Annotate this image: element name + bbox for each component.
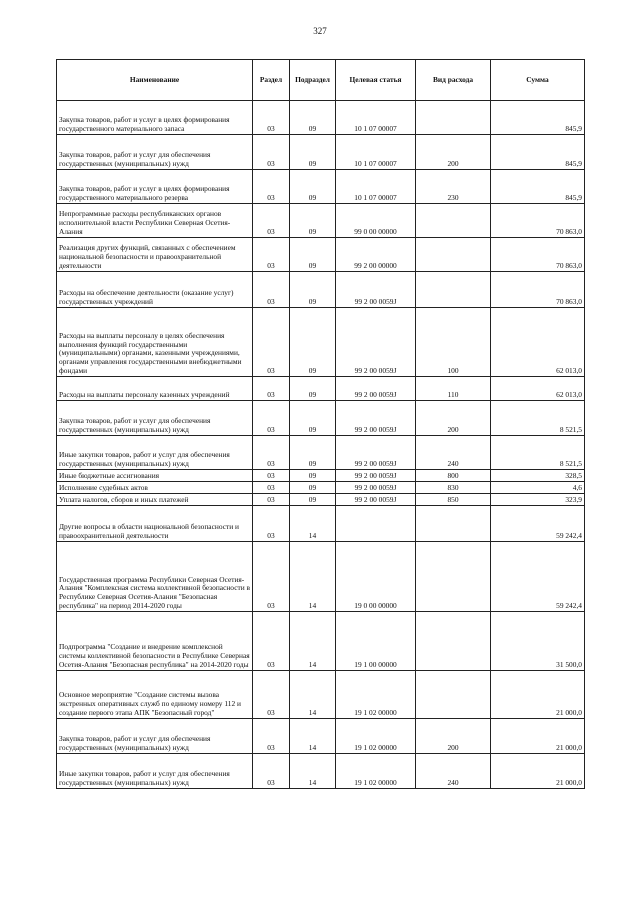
row-sum: 59 242,4 — [491, 542, 585, 612]
row-name: Исполнение судебных актов — [57, 482, 253, 494]
row-target: 19 1 02 00000 — [336, 754, 416, 789]
row-sum: 845,9 — [491, 101, 585, 135]
row-sum: 328,5 — [491, 470, 585, 482]
header-target: Целевая статья — [336, 60, 416, 101]
row-section: 03 — [253, 436, 290, 470]
row-subsection: 09 — [290, 377, 336, 401]
row-section: 03 — [253, 135, 290, 170]
table-row — [57, 272, 585, 308]
row-target: 99 0 00 00000 — [336, 204, 416, 238]
row-subsection: 14 — [290, 612, 336, 671]
row-name: Уплата налогов, сборов и иных платежей — [57, 494, 253, 506]
row-target: 19 0 00 00000 — [336, 542, 416, 612]
table-row — [57, 482, 585, 494]
row-target: 99 2 00 0059J — [336, 272, 416, 308]
row-sum: 4,6 — [491, 482, 585, 494]
header-subsection: Подраздел — [290, 60, 336, 101]
row-section: 03 — [253, 272, 290, 308]
table-row — [57, 204, 585, 238]
table-row — [57, 671, 585, 719]
row-name: Закупка товаров, работ и услуг в целях формирования государственного материального запаса — [57, 101, 253, 135]
row-name: Реализация других функций, связанных с обеспечением национальной безопасности и правоохранительной деятельности — [57, 238, 253, 272]
row-sum: 21 000,0 — [491, 671, 585, 719]
row-expense: 200 — [416, 719, 491, 754]
page-number: 327 — [313, 26, 327, 36]
row-target: 99 2 00 0059J — [336, 494, 416, 506]
row-target: 10 1 07 00007 — [336, 101, 416, 135]
row-name: Расходы на выплаты персоналу казенных учреждений — [57, 377, 253, 401]
row-expense — [416, 542, 491, 612]
table-row — [57, 494, 585, 506]
row-sum: 323,9 — [491, 494, 585, 506]
row-section: 03 — [253, 204, 290, 238]
row-subsection: 14 — [290, 542, 336, 612]
table-row — [57, 754, 585, 789]
row-name: Закупка товаров, работ и услуг для обеспечения государственных (муниципальных) нужд — [57, 401, 253, 436]
row-subsection: 09 — [290, 101, 336, 135]
row-subsection: 14 — [290, 671, 336, 719]
row-sum: 62 013,0 — [491, 308, 585, 377]
row-target: 19 1 02 00000 — [336, 671, 416, 719]
row-section: 03 — [253, 612, 290, 671]
row-name: Государственная программа Республики Северная Осетия-Алания "Комплексная система коллективной безопасности в Республике Северная Осетия-Алания "Безопасная республика" на период 2014-2020 годы — [57, 542, 253, 612]
row-target: 99 2 00 00000 — [336, 238, 416, 272]
row-sum: 21 000,0 — [491, 719, 585, 754]
row-name: Основное мероприятие "Создание системы вызова экстренных оперативных служб по единому номеру 112 и создание первого этапа АПК "Безопасный город" — [57, 671, 253, 719]
row-name: Закупка товаров, работ и услуг в целях формирования государственного материального резерва — [57, 170, 253, 204]
row-section: 03 — [253, 101, 290, 135]
row-expense: 200 — [416, 401, 491, 436]
row-section: 03 — [253, 170, 290, 204]
row-subsection: 09 — [290, 204, 336, 238]
table-header-row — [57, 60, 585, 101]
row-subsection: 09 — [290, 135, 336, 170]
table-row — [57, 542, 585, 612]
table-row — [57, 401, 585, 436]
row-name: Расходы на выплаты персоналу в целях обеспечения выполнения функций государственными (муниципальными) органами, казенными учреждениями, органами управления государственными внебюджетными фондами — [57, 308, 253, 377]
row-sum: 59 242,4 — [491, 506, 585, 542]
row-name: Закупка товаров, работ и услуг для обеспечения государственных (муниципальных) нужд — [57, 719, 253, 754]
row-target: 99 2 00 0059J — [336, 436, 416, 470]
row-section: 03 — [253, 482, 290, 494]
row-sum: 845,9 — [491, 135, 585, 170]
row-target: 99 2 00 0059J — [336, 377, 416, 401]
header-sum: Сумма — [491, 60, 585, 101]
row-target: 99 2 00 0059J — [336, 482, 416, 494]
row-subsection: 09 — [290, 308, 336, 377]
row-expense — [416, 238, 491, 272]
row-expense: 240 — [416, 754, 491, 789]
table-row — [57, 506, 585, 542]
row-expense: 200 — [416, 135, 491, 170]
row-expense: 110 — [416, 377, 491, 401]
row-subsection: 09 — [290, 470, 336, 482]
row-section: 03 — [253, 719, 290, 754]
row-target: 99 2 00 0059J — [336, 308, 416, 377]
row-section: 03 — [253, 671, 290, 719]
table-row — [57, 170, 585, 204]
row-section: 03 — [253, 754, 290, 789]
row-target: 19 1 00 00000 — [336, 612, 416, 671]
row-subsection: 14 — [290, 719, 336, 754]
row-sum: 70 863,0 — [491, 204, 585, 238]
row-name: Иные бюджетные ассигнования — [57, 470, 253, 482]
row-expense — [416, 101, 491, 135]
row-expense — [416, 506, 491, 542]
row-sum: 70 863,0 — [491, 272, 585, 308]
row-section: 03 — [253, 238, 290, 272]
row-target: 99 2 00 0059J — [336, 401, 416, 436]
row-expense — [416, 612, 491, 671]
row-expense: 800 — [416, 470, 491, 482]
row-section: 03 — [253, 401, 290, 436]
row-expense — [416, 204, 491, 238]
table-row — [57, 238, 585, 272]
row-subsection: 14 — [290, 506, 336, 542]
table-row — [57, 135, 585, 170]
row-target: 10 1 07 00007 — [336, 170, 416, 204]
row-subsection: 09 — [290, 272, 336, 308]
row-sum: 70 863,0 — [491, 238, 585, 272]
table-row — [57, 470, 585, 482]
row-name: Непрограммные расходы республиканских органов исполнительной власти Республики Северная Осетия-Алания — [57, 204, 253, 238]
header-name: Наименование — [57, 60, 253, 101]
row-name: Другие вопросы в области национальной безопасности и правоохранительной деятельности — [57, 506, 253, 542]
row-section: 03 — [253, 506, 290, 542]
table-row — [57, 377, 585, 401]
header-expense: Вид расхода — [416, 60, 491, 101]
row-section: 03 — [253, 308, 290, 377]
row-expense: 830 — [416, 482, 491, 494]
row-target: 99 2 00 0059J — [336, 470, 416, 482]
row-sum: 8 521,5 — [491, 436, 585, 470]
row-sum: 845,9 — [491, 170, 585, 204]
row-subsection: 09 — [290, 494, 336, 506]
row-section: 03 — [253, 377, 290, 401]
row-section: 03 — [253, 542, 290, 612]
row-target: 19 1 02 00000 — [336, 719, 416, 754]
row-expense: 100 — [416, 308, 491, 377]
table-row — [57, 436, 585, 470]
row-subsection: 09 — [290, 238, 336, 272]
row-section: 03 — [253, 470, 290, 482]
row-sum: 21 000,0 — [491, 754, 585, 789]
row-subsection: 09 — [290, 170, 336, 204]
row-name: Иные закупки товаров, работ и услуг для обеспечения государственных (муниципальных) нужд — [57, 754, 253, 789]
row-subsection: 14 — [290, 754, 336, 789]
table-row — [57, 719, 585, 754]
row-sum: 62 013,0 — [491, 377, 585, 401]
row-subsection: 09 — [290, 436, 336, 470]
row-sum: 31 500,0 — [491, 612, 585, 671]
row-expense: 230 — [416, 170, 491, 204]
table-row — [57, 308, 585, 377]
row-expense: 850 — [416, 494, 491, 506]
row-expense: 240 — [416, 436, 491, 470]
row-target: 10 1 07 00007 — [336, 135, 416, 170]
row-target — [336, 506, 416, 542]
row-section: 03 — [253, 494, 290, 506]
row-expense — [416, 671, 491, 719]
row-sum: 8 521,5 — [491, 401, 585, 436]
row-name: Расходы на обеспечение деятельности (оказание услуг) государственных учреждений — [57, 272, 253, 308]
row-name: Подпрограмма "Создание и внедрение комплексной системы коллективной безопасности в Республике Северная Осетия-Алания "Безопасная республика" на 2014-2020 годы — [57, 612, 253, 671]
budget-table — [56, 59, 585, 789]
row-subsection: 09 — [290, 482, 336, 494]
row-expense — [416, 272, 491, 308]
row-subsection: 09 — [290, 401, 336, 436]
table-row — [57, 612, 585, 671]
row-name: Иные закупки товаров, работ и услуг для обеспечения государственных (муниципальных) нужд — [57, 436, 253, 470]
row-name: Закупка товаров, работ и услуг для обеспечения государственных (муниципальных) нужд — [57, 135, 253, 170]
table-row — [57, 101, 585, 135]
header-section: Раздел — [253, 60, 290, 101]
